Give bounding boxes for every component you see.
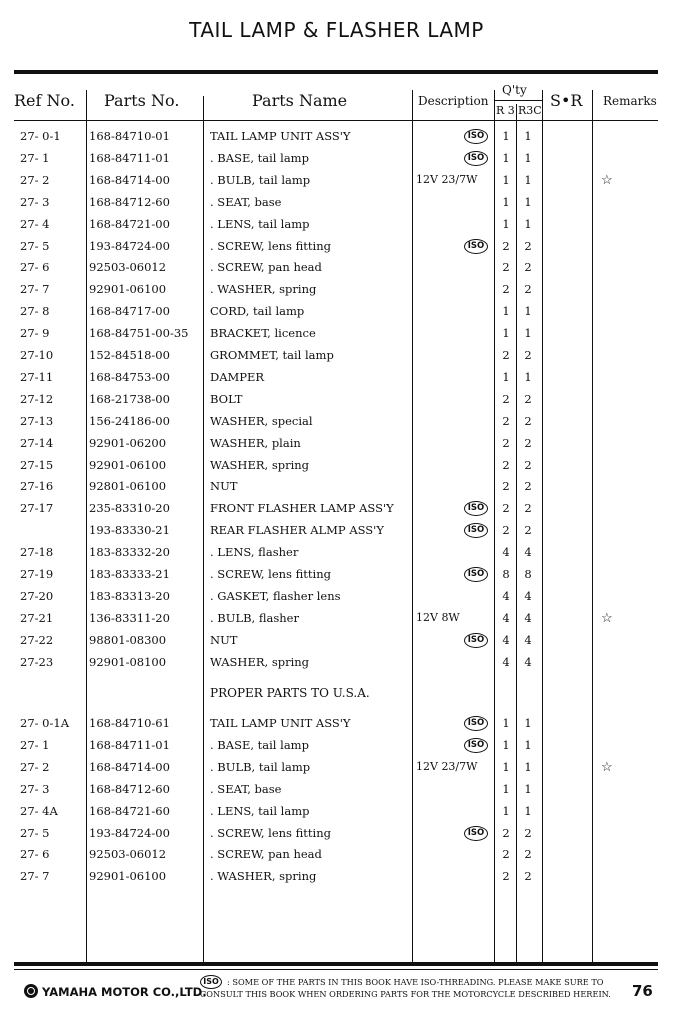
ref-no-cell: 27- 2: [20, 759, 50, 774]
table-row: [0, 239, 673, 259]
ref-no-cell: 27-15: [20, 457, 54, 472]
qty-r3c-cell: 2: [524, 413, 532, 428]
parts-no-cell: 168-84712-60: [89, 781, 170, 796]
qty-r3-cell: 2: [502, 847, 510, 862]
ref-no-cell: 27- 4: [20, 216, 50, 231]
qty-r3-cell: 2: [502, 348, 510, 362]
iso-thread-icon: ISO: [464, 151, 488, 166]
table-row: [0, 392, 673, 412]
parts-no-cell: 235-83310-20: [89, 501, 170, 516]
ref-no-cell: 27- 2: [20, 172, 50, 187]
remarks-cell: ☆: [601, 172, 613, 188]
parts-no-cell: 168-84751-00-35: [89, 326, 189, 341]
ref-no-cell: 27-16: [20, 479, 54, 494]
qty-r3c-cell: 4: [524, 654, 532, 669]
parts-no-cell: 98801-08300: [89, 632, 167, 647]
parts-no-cell: 92801-06100: [89, 479, 167, 494]
parts-name-cell: . LENS, tail lamp: [210, 803, 310, 818]
section-title: PROPER PARTS TO U.S.A.: [210, 686, 370, 700]
qty-r3-cell: 2: [502, 282, 510, 297]
parts-name-cell: . BULB, tail lamp: [210, 172, 311, 187]
parts-name-cell: . SEAT, base: [210, 781, 282, 796]
qty-r3-cell: 1: [502, 216, 510, 231]
header-rule: [14, 120, 658, 121]
parts-name-cell: GROMMET, tail lamp: [210, 348, 334, 362]
qty-r3-cell: 2: [502, 825, 510, 840]
ref-no-cell: 27-20: [20, 588, 54, 603]
table-row: [0, 195, 673, 215]
parts-no-cell: 168-84712-60: [89, 194, 170, 209]
qty-r3-cell: 2: [502, 479, 510, 494]
parts-name-cell: . SCREW, lens fitting: [210, 567, 331, 581]
ref-no-cell: 27- 1: [20, 150, 50, 165]
qty-r3c-cell: 4: [524, 610, 532, 625]
parts-name-cell: CORD, tail lamp: [210, 304, 305, 319]
parts-name-cell: DAMPER: [210, 369, 265, 384]
qty-r3c-cell: 4: [524, 545, 532, 560]
qty-r3-cell: 1: [502, 304, 510, 319]
parts-name-cell: WASHER, plain: [210, 435, 301, 450]
ref-no-cell: 27- 0-1A: [20, 716, 69, 730]
table-row: [0, 633, 673, 653]
parts-name-cell: . SEAT, base: [210, 194, 282, 209]
qty-r3c-cell: 1: [524, 781, 532, 796]
iso-thread-icon: ISO: [464, 239, 488, 254]
qty-r3-cell: 1: [502, 759, 510, 774]
ref-no-cell: 27-11: [20, 369, 54, 384]
parts-name-cell: . LENS, flasher: [210, 545, 299, 560]
qty-r3c-cell: 1: [524, 803, 532, 818]
qty-r3c-cell: 4: [524, 588, 532, 603]
parts-name-cell: . BULB, tail lamp: [210, 759, 311, 774]
iso-thread-icon: ISO: [464, 523, 488, 538]
table-row: [0, 826, 673, 846]
qty-r3-cell: 2: [502, 413, 510, 428]
parts-name-cell: . SCREW, lens fitting: [210, 825, 331, 840]
qty-r3-cell: 2: [502, 523, 510, 538]
qty-r3c-cell: 1: [524, 737, 532, 752]
page-number: 76: [632, 982, 653, 1000]
iso-thread-icon: ISO: [464, 826, 488, 841]
table-row: [0, 304, 673, 324]
ref-no-cell: 27-13: [20, 413, 54, 428]
table-row: [0, 370, 673, 390]
parts-name-cell: REAR FLASHER ALMP ASS'Y: [210, 523, 384, 538]
parts-no-cell: 92901-06100: [89, 282, 167, 297]
qty-r3-cell: 1: [502, 129, 510, 143]
parts-no-cell: 168-84753-00: [89, 369, 170, 384]
qty-r3-cell: 2: [502, 391, 510, 406]
qty-r3c-cell: 2: [524, 391, 532, 406]
qty-r3c-cell: 2: [524, 457, 532, 472]
header-qty-r3: R 3: [496, 104, 515, 117]
parts-name-cell: WASHER, spring: [210, 654, 310, 669]
parts-no-cell: 168-84714-00: [89, 759, 170, 774]
top-rule: [14, 70, 658, 74]
parts-no-cell: 168-84710-61: [89, 716, 170, 730]
company-name: YAMAHA MOTOR CO.,LTD.: [42, 985, 207, 999]
bottom-rule: [14, 962, 658, 966]
qty-r3-cell: 2: [502, 501, 510, 516]
ref-no-cell: 27-19: [20, 567, 54, 581]
ref-no-cell: 27-22: [20, 632, 54, 647]
parts-name-cell: . GASKET, flasher lens: [210, 588, 341, 603]
table-row: [0, 716, 673, 736]
table-row: [0, 869, 673, 889]
qty-r3c-cell: 2: [524, 825, 532, 840]
remarks-cell: ☆: [601, 759, 613, 775]
table-row: [0, 760, 673, 780]
iso-thread-icon: ISO: [464, 129, 488, 144]
table-row: [0, 414, 673, 434]
qty-r3-cell: 1: [502, 194, 510, 209]
qty-r3c-cell: 2: [524, 869, 532, 884]
qty-r3-cell: 1: [502, 803, 510, 818]
qty-r3c-cell: 1: [524, 129, 532, 143]
qty-r3-cell: 1: [502, 150, 510, 165]
parts-no-cell: 168-21738-00: [89, 391, 170, 406]
description-cell: 12V 23/7W: [416, 759, 478, 773]
ref-no-cell: 27-18: [20, 545, 54, 560]
ref-no-cell: 27-21: [20, 610, 54, 625]
qty-r3c-cell: 1: [524, 759, 532, 774]
parts-name-cell: . WASHER, spring: [210, 869, 317, 884]
parts-no-cell: 193-83330-21: [89, 523, 170, 538]
parts-no-cell: 168-84710-01: [89, 129, 170, 143]
parts-name-cell: . SCREW, pan head: [210, 847, 322, 862]
parts-no-cell: 168-84714-00: [89, 172, 170, 187]
qty-r3-cell: 4: [502, 545, 510, 560]
parts-no-cell: 193-84724-00: [89, 238, 170, 253]
qty-r3-cell: 4: [502, 610, 510, 625]
table-row: [0, 173, 673, 193]
qty-r3-cell: 4: [502, 588, 510, 603]
iso-thread-icon: ISO: [464, 633, 488, 648]
qty-r3c-cell: 1: [524, 716, 532, 730]
table-row: [0, 611, 673, 631]
parts-no-cell: 193-84724-00: [89, 825, 170, 840]
table-row: [0, 589, 673, 609]
table-row: [0, 282, 673, 302]
header-parts-name: Parts Name: [252, 91, 348, 110]
parts-no-cell: 92901-06100: [89, 869, 167, 884]
qty-r3c-cell: 1: [524, 150, 532, 165]
parts-name-cell: . SCREW, pan head: [210, 260, 322, 275]
table-row: [0, 436, 673, 456]
table-row: [0, 738, 673, 758]
table-row: [0, 458, 673, 478]
qty-r3-cell: 1: [502, 326, 510, 341]
iso-note-line2: CONSULT THIS BOOK WHEN ORDERING PARTS FOR THE MOTORCYCLE DESCRIBED HEREIN.: [200, 989, 611, 999]
ref-no-cell: 27-14: [20, 435, 54, 450]
qty-r3c-cell: 1: [524, 216, 532, 231]
table-row: [0, 782, 673, 802]
ref-no-cell: 27- 1: [20, 737, 50, 752]
parts-no-cell: 156-24186-00: [89, 413, 170, 428]
parts-name-cell: WASHER, special: [210, 413, 313, 428]
qty-r3c-cell: 2: [524, 282, 532, 297]
iso-thread-icon: ISO: [464, 567, 488, 582]
parts-no-cell: 136-83311-20: [89, 610, 170, 625]
table-row: [0, 260, 673, 280]
qty-r3c-cell: 2: [524, 238, 532, 253]
table-row: [0, 129, 673, 149]
table-row: [0, 348, 673, 368]
parts-no-cell: 92901-08100: [89, 654, 167, 669]
qty-r3-cell: 1: [502, 172, 510, 187]
page-title: TAIL LAMP & FLASHER LAMP: [189, 18, 484, 42]
table-row: [0, 655, 673, 675]
table-row: [0, 523, 673, 543]
parts-no-cell: 183-83313-20: [89, 588, 170, 603]
ref-no-cell: 27-17: [20, 501, 54, 516]
ref-no-cell: 27- 7: [20, 869, 50, 884]
qty-r3c-cell: 2: [524, 501, 532, 516]
header-description: Description: [418, 94, 489, 108]
table-row: [0, 326, 673, 346]
qty-r3c-cell: 2: [524, 435, 532, 450]
qty-r3c-cell: 1: [524, 326, 532, 341]
qty-r3-cell: 4: [502, 654, 510, 669]
ref-no-cell: 27-10: [20, 348, 54, 362]
iso-thread-icon: ISO: [464, 738, 488, 753]
qty-r3c-cell: 2: [524, 847, 532, 862]
qty-r3-cell: 1: [502, 369, 510, 384]
qty-r3c-cell: 2: [524, 348, 532, 362]
qty-r3-cell: 1: [502, 716, 510, 730]
qty-r3-cell: 2: [502, 238, 510, 253]
qty-r3-cell: 2: [502, 435, 510, 450]
iso-icon: ISO: [200, 975, 222, 989]
qty-r3-cell: 8: [502, 567, 510, 581]
qty-r3-cell: 2: [502, 260, 510, 275]
qty-r3c-cell: 1: [524, 172, 532, 187]
header-sr: S•R: [550, 91, 583, 110]
parts-name-cell: WASHER, spring: [210, 457, 310, 472]
parts-name-cell: . BASE, tail lamp: [210, 737, 309, 752]
ref-no-cell: 27- 9: [20, 326, 50, 341]
parts-no-cell: 92503-06012: [89, 847, 167, 862]
qty-r3c-cell: 1: [524, 194, 532, 209]
ref-no-cell: 27- 6: [20, 847, 50, 862]
parts-no-cell: 168-84717-00: [89, 304, 170, 319]
description-cell: 12V 8W: [416, 610, 460, 624]
table-row: [0, 217, 673, 237]
qty-r3-cell: 2: [502, 869, 510, 884]
iso-thread-icon: ISO: [464, 716, 488, 731]
table-row: [0, 151, 673, 171]
table-row: [0, 545, 673, 565]
ref-no-cell: 27-23: [20, 654, 54, 669]
parts-no-cell: 183-83333-21: [89, 567, 170, 581]
qty-r3-cell: 1: [502, 737, 510, 752]
parts-no-cell: 92901-06100: [89, 457, 167, 472]
ref-no-cell: 27- 8: [20, 304, 50, 319]
parts-name-cell: NUT: [210, 479, 238, 494]
ref-no-cell: 27- 5: [20, 238, 50, 253]
table-row: [0, 804, 673, 824]
ref-no-cell: 27- 0-1: [20, 129, 61, 143]
header-parts-no: Parts No.: [104, 91, 180, 110]
parts-no-cell: 183-83332-20: [89, 545, 170, 560]
qty-r3-cell: 1: [502, 781, 510, 796]
qty-r3-cell: 2: [502, 457, 510, 472]
qty-r3c-cell: 4: [524, 632, 532, 647]
parts-name-cell: . SCREW, lens fitting: [210, 238, 331, 253]
qty-underline: [494, 100, 542, 101]
yamaha-logo-icon: [24, 984, 38, 998]
parts-name-cell: FRONT FLASHER LAMP ASS'Y: [210, 501, 394, 516]
parts-no-cell: 168-84711-01: [89, 737, 170, 752]
iso-thread-icon: ISO: [464, 501, 488, 516]
ref-no-cell: 27- 6: [20, 260, 50, 275]
parts-name-cell: . WASHER, spring: [210, 282, 317, 297]
ref-no-cell: 27- 5: [20, 825, 50, 840]
ref-no-cell: 27- 3: [20, 194, 50, 209]
qty-r3c-cell: 1: [524, 369, 532, 384]
qty-r3c-cell: 2: [524, 479, 532, 494]
ref-no-cell: 27-12: [20, 391, 54, 406]
ref-no-cell: 27- 7: [20, 282, 50, 297]
iso-note-line1: : SOME OF THE PARTS IN THIS BOOK HAVE ISO-THREADING. PLEASE MAKE SURE TO: [227, 977, 604, 987]
parts-no-cell: 168-84711-01: [89, 150, 170, 165]
parts-name-cell: BOLT: [210, 391, 243, 406]
qty-r3c-cell: 1: [524, 304, 532, 319]
qty-r3-cell: 4: [502, 632, 510, 647]
parts-name-cell: TAIL LAMP UNIT ASS'Y: [210, 716, 351, 730]
remarks-cell: ☆: [601, 610, 613, 626]
table-row: [0, 847, 673, 867]
parts-no-cell: 168-84721-60: [89, 803, 170, 818]
ref-no-cell: 27- 3: [20, 781, 50, 796]
parts-no-cell: 92503-06012: [89, 260, 167, 275]
parts-name-cell: . BULB, flasher: [210, 610, 299, 625]
qty-r3c-cell: 2: [524, 523, 532, 538]
parts-no-cell: 168-84721-00: [89, 216, 170, 231]
description-cell: 12V 23/7W: [416, 172, 478, 186]
parts-name-cell: . BASE, tail lamp: [210, 150, 309, 165]
header-qty-r3c: R3C: [518, 104, 542, 117]
parts-name-cell: . LENS, tail lamp: [210, 216, 310, 231]
parts-no-cell: 92901-06200: [89, 435, 167, 450]
qty-r3c-cell: 2: [524, 260, 532, 275]
table-row: [0, 479, 673, 499]
header-qty: Q'ty: [502, 83, 527, 97]
qty-r3c-cell: 8: [524, 567, 532, 581]
parts-name-cell: BRACKET, licence: [210, 326, 316, 341]
bottom-rule-thin: [14, 969, 658, 970]
table-row: [0, 501, 673, 521]
parts-name-cell: NUT: [210, 632, 238, 647]
parts-no-cell: 152-84518-00: [89, 348, 170, 362]
ref-no-cell: 27- 4A: [20, 803, 58, 818]
header-remarks: Remarks: [603, 94, 657, 108]
header-ref-no: Ref No.: [14, 91, 75, 110]
table-row: [0, 567, 673, 587]
parts-name-cell: TAIL LAMP UNIT ASS'Y: [210, 129, 351, 143]
